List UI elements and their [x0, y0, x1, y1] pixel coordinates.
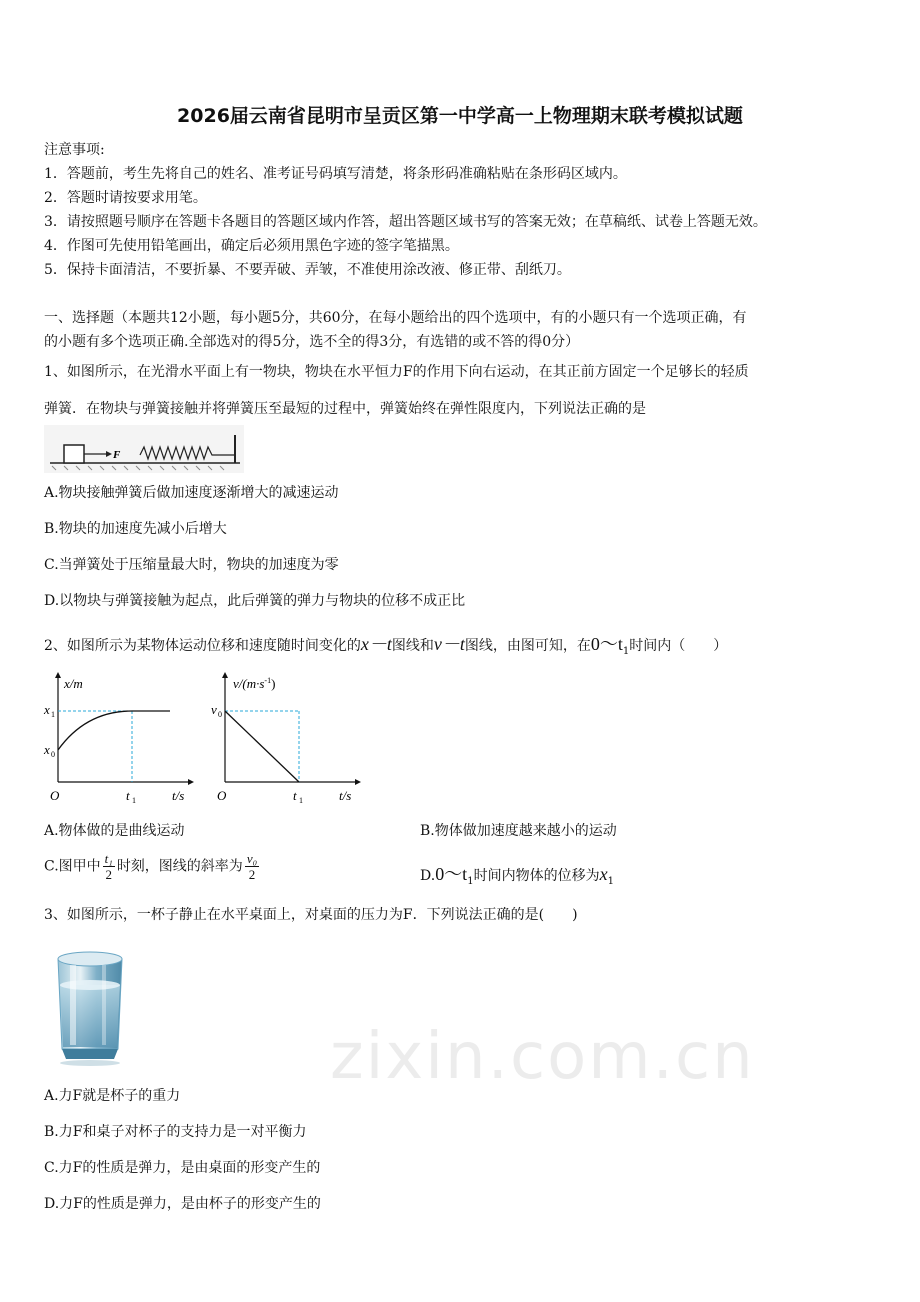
notice-item: 2．答题时请按要求用笔。	[44, 190, 207, 206]
notice-item: 5．保持卡面清洁，不要折暴、不要弄破、弄皱，不准使用涂改液、修正带、刮纸刀。	[44, 262, 571, 278]
notice-item: 3．请按照题号顺序在答题卡各题目的答题区域内作答，超出答题区域书写的答案无效；在草稿纸、试卷上答题无效。	[44, 214, 767, 230]
tick-label-x1-sub: 1	[51, 710, 55, 719]
tick-label-x0: x	[44, 742, 50, 757]
tick-label-t1-sub: 1	[132, 796, 136, 805]
option-c: C.力F的性质是弹力，是由桌面的形变产生的	[44, 1160, 321, 1176]
question-1-stem: 1、如图所示，在光滑水平面上有一物块，物块在水平恒力F的作用下向右运动，在其正前方固定一个足够长的轻质	[44, 364, 749, 380]
option-a: A.物体做的是曲线运动	[44, 823, 185, 839]
tick-label-t1: t	[126, 788, 130, 803]
option-d: $D.0\sim t_1$时间内物体的位移为$x_1$	[420, 864, 614, 887]
x-t-graph	[38, 668, 198, 808]
option-d: D.力F的性质是弹力，是由杯子的形变产生的	[44, 1196, 321, 1212]
option-c: C.当弹簧处于压缩量最大时，物块的加速度为零	[44, 557, 339, 573]
option-d: D.以物块与弹簧接触为起点，此后弹簧的弹力与物块的位移不成正比	[44, 593, 466, 609]
section-instructions: 一、选择题（本题共12小题，每小题5分，共60分，在每小题给出的四个选项中，有的小题只有一个选项正确，有	[44, 310, 747, 326]
option-b: B.力F和桌子对杯子的支持力是一对平衡力	[44, 1124, 307, 1140]
force-label: F	[113, 449, 121, 461]
origin-label: O	[50, 788, 60, 803]
notice-item: 4．作图可先使用铅笔画出，确定后必须用黑色字迹的签字笔描黑。	[44, 238, 459, 254]
origin-label: O	[217, 788, 227, 803]
spring-block-figure	[44, 425, 244, 473]
section-instructions: 的小题有多个选项正确.全部选对的得5分，选不全的得3分，有选错的或不答的得0分）	[44, 334, 580, 350]
x-t-curve	[58, 711, 170, 750]
glass-cup-image	[44, 945, 136, 1067]
notice-item: 1．答题前，考生先将自己的姓名、准考证号码填写清楚，将条形码准确粘贴在条形码区域内。	[44, 166, 627, 182]
option-a: A.力F就是杯子的重力	[44, 1088, 181, 1104]
notice-heading: 注意事项:	[44, 142, 105, 158]
x-axis-label: t/s	[339, 788, 352, 803]
y-axis-label: x/m	[64, 676, 83, 691]
x-axis-label: t/s	[172, 788, 185, 803]
y-axis-label: $v/(m\cdot s^{-1})$	[233, 676, 276, 691]
option-b: B.物体做加速度越来越小的运动	[420, 823, 617, 839]
v-t-line	[225, 711, 299, 782]
tick-label-v0: v	[211, 702, 217, 717]
tick-label-x1: x	[44, 702, 50, 717]
question-3-stem: 3、如图所示，一杯子静止在水平桌面上，对桌面的压力为F．下列说法正确的是( )	[44, 907, 578, 923]
question-1-stem: 弹簧．在物块与弹簧接触并将弹簧压至最短的过程中，弹簧始终在弹性限度内，下列说法正确的是	[44, 401, 646, 417]
option-a: A.物块接触弹簧后做加速度逐渐增大的减速运动	[44, 485, 339, 501]
option-b: B.物块的加速度先减小后增大	[44, 521, 227, 537]
tick-label-x0-sub: 0	[51, 750, 55, 759]
question-2-stem: 2、如图所示为某物体运动位移和速度随时间变化的x－t图线和v－t图线，由图可知，在$0\sim t_1$时间内（ ）	[44, 634, 728, 657]
tick-label-v0-sub: 0	[218, 710, 222, 719]
page-title: 2026届云南省昆明市呈贡区第一中学高一上物理期末联考模拟试题	[177, 105, 743, 127]
block	[64, 445, 84, 463]
tick-label-t1-sub: 1	[299, 796, 303, 805]
v-t-graph	[205, 668, 365, 808]
option-c: C.图甲中 $\frac{\text{t₁}}{2}$ 时刻，图线的斜率为 $\frac{\text{v₀}}{2}$	[44, 851, 258, 882]
tick-label-t1: t	[293, 788, 297, 803]
watermark: zixin.com.cn	[330, 1020, 755, 1094]
